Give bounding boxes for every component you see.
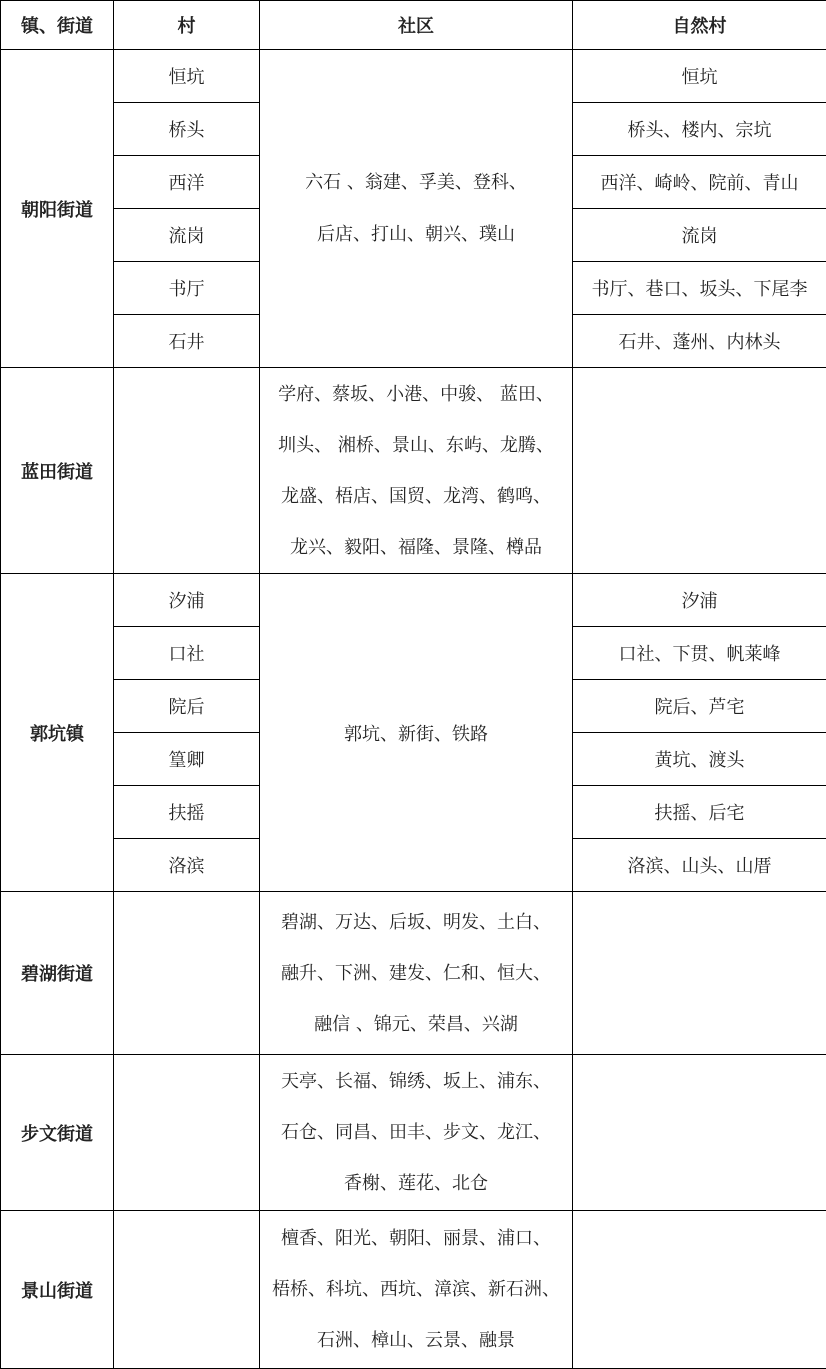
town-name: 蓝田街道 — [1, 368, 114, 574]
community-line: 融升、下洲、建发、仁和、恒大、 — [260, 948, 572, 999]
community-line: 檀香、阳光、朝阳、丽景、浦口、 — [260, 1213, 572, 1264]
community-cell — [260, 892, 573, 1055]
natural-village-cell — [573, 368, 826, 574]
natural-village-cell: 扶摇、后宅 — [573, 786, 826, 839]
header-natural-village: 自然村 — [573, 1, 826, 50]
community-line: 梧桥、科坑、西坑、漳滨、新石洲、 — [260, 1264, 572, 1315]
natural-village-cell: 黄坑、渡头 — [573, 733, 826, 786]
village-cell: 石井 — [114, 315, 260, 368]
village-cell — [114, 1211, 260, 1369]
natural-village-cell: 汐浦 — [573, 574, 826, 627]
table-row — [1, 368, 826, 574]
table-row — [1, 574, 826, 627]
community-cell — [260, 50, 573, 368]
village-cell — [114, 1055, 260, 1211]
natural-village-cell: 洛滨、山头、山厝 — [573, 839, 826, 892]
community-line: 龙盛、梧店、国贸、龙湾、鹤鸣、 — [260, 471, 572, 522]
village-cell: 篁卿 — [114, 733, 260, 786]
community-line: 六石 、翁建、孚美、登科、 — [260, 157, 572, 209]
village-cell: 院后 — [114, 680, 260, 733]
table-row — [1, 1211, 826, 1369]
village-cell: 恒坑 — [114, 50, 260, 103]
community-line: 圳头、 湘桥、景山、东屿、龙腾、 — [260, 420, 572, 471]
natural-village-cell: 恒坑 — [573, 50, 826, 103]
natural-village-cell — [573, 1211, 826, 1369]
village-cell — [114, 892, 260, 1055]
town-name: 景山街道 — [1, 1211, 114, 1369]
town-name: 郭坑镇 — [1, 574, 114, 892]
community-cell — [260, 1211, 573, 1369]
header-row — [1, 1, 826, 50]
village-cell: 桥头 — [114, 103, 260, 156]
village-cell: 流岗 — [114, 209, 260, 262]
table-row — [1, 1055, 826, 1211]
natural-village-cell: 流岗 — [573, 209, 826, 262]
village-cell — [114, 368, 260, 574]
town-name: 步文街道 — [1, 1055, 114, 1211]
community-line: 龙兴、毅阳、福隆、景隆、樽品 — [260, 522, 572, 573]
table-row — [1, 892, 826, 1055]
village-cell: 扶摇 — [114, 786, 260, 839]
natural-village-cell — [573, 892, 826, 1055]
natural-village-cell — [573, 1055, 826, 1211]
community-cell — [260, 1055, 573, 1211]
community-cell — [260, 574, 573, 892]
natural-village-cell: 石井、蓬州、内林头 — [573, 315, 826, 368]
header-community: 社区 — [260, 1, 573, 50]
natural-village-cell: 口社、下贯、帆莱峰 — [573, 627, 826, 680]
village-cell: 口社 — [114, 627, 260, 680]
natural-village-cell: 书厅、巷口、坂头、下尾李 — [573, 262, 826, 315]
community-line: 后店、打山、朝兴、璞山 — [260, 209, 572, 261]
header-village: 村 — [114, 1, 260, 50]
community-line: 郭坑、新街、铁路 — [260, 720, 572, 746]
natural-village-cell: 西洋、崎岭、院前、青山 — [573, 156, 826, 209]
village-cell: 西洋 — [114, 156, 260, 209]
header-town: 镇、街道 — [1, 1, 114, 50]
community-line: 石仓、同昌、田丰、步文、龙江、 — [260, 1107, 572, 1158]
town-name: 朝阳街道 — [1, 50, 114, 368]
town-name: 碧湖街道 — [1, 892, 114, 1055]
community-line: 天亭、长福、锦绣、坂上、浦东、 — [260, 1056, 572, 1107]
natural-village-cell: 院后、芦宅 — [573, 680, 826, 733]
village-cell: 书厅 — [114, 262, 260, 315]
natural-village-cell: 桥头、楼内、宗坑 — [573, 103, 826, 156]
community-line: 学府、蔡坂、小港、中骏、 蓝田、 — [260, 369, 572, 420]
community-line: 石洲、樟山、云景、融景 — [260, 1315, 572, 1366]
community-line: 香榭、莲花、北仓 — [260, 1158, 572, 1209]
community-line: 碧湖、万达、后坂、明发、土白、 — [260, 897, 572, 948]
village-cell: 洛滨 — [114, 839, 260, 892]
community-line: 融信 、锦元、荣昌、兴湖 — [260, 999, 572, 1050]
table-row — [1, 50, 826, 103]
village-cell: 汐浦 — [114, 574, 260, 627]
community-cell — [260, 368, 573, 574]
